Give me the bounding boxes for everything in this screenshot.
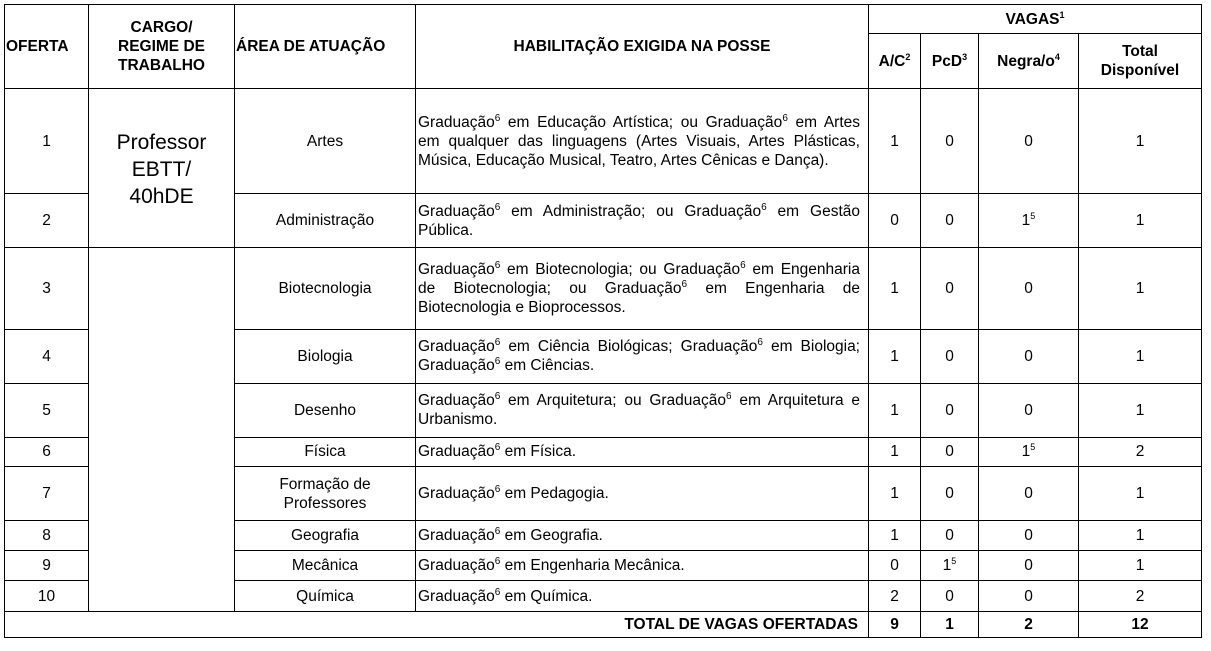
footnote-ref: 6 (494, 390, 501, 402)
cell-negra (979, 521, 1079, 551)
header-oferta: OFERTA (5, 5, 89, 89)
negra-value: 0 (1024, 587, 1033, 605)
cell-area: Biologia (235, 329, 416, 383)
footnote-ref: 5 (951, 555, 957, 566)
footnote-ref: 5 (1030, 442, 1036, 453)
habilitacao-text: Graduação (418, 485, 495, 503)
header-vagas (869, 5, 1202, 34)
pcd-value: 1 (942, 557, 952, 575)
cell-negra (979, 248, 1079, 330)
cell-pcd (921, 437, 979, 467)
cell-total: 1 (1079, 329, 1202, 383)
table-row (5, 89, 1202, 194)
header-cargo-line: REGIME DE (118, 38, 205, 55)
cargo-line: 40hDE (129, 185, 194, 208)
cell-ac: 2 (869, 581, 921, 612)
footnote-ref: 1 (1059, 9, 1065, 20)
cell-pcd (921, 89, 979, 194)
cell-oferta: 10 (5, 581, 89, 612)
cell-cargo (89, 89, 235, 248)
header-area: ÁREA DE ATUAÇÃO (235, 5, 416, 89)
cell-habilitacao (416, 467, 869, 521)
cell-negra (979, 383, 1079, 437)
habilitacao-text: em Administração; ou Graduação (500, 202, 762, 220)
cell-ac: 1 (869, 467, 921, 521)
habilitacao-text: em Biotecnologia; ou Graduação (500, 260, 741, 278)
negra-value: 1 (1021, 212, 1031, 230)
cell-pcd (921, 194, 979, 248)
header-pcd-label: PcD (931, 52, 963, 70)
cell-habilitacao (416, 581, 869, 612)
table-footer (5, 612, 1202, 638)
habilitacao-text: em Química. (500, 587, 593, 605)
cell-negra (979, 194, 1079, 248)
vagas-table (4, 4, 1202, 638)
cell-habilitacao (416, 437, 869, 467)
totals-row (5, 612, 1202, 638)
cell-habilitacao (416, 521, 869, 551)
cell-area: Formação de Professores (235, 467, 416, 521)
cell-negra (979, 550, 1079, 581)
pcd-value: 0 (945, 212, 954, 230)
pcd-value: 0 (945, 401, 954, 419)
cell-oferta: 1 (5, 89, 89, 194)
cell-pcd (921, 581, 979, 612)
habilitacao-text: em Biologia; Graduação (418, 338, 860, 375)
header-ac (869, 34, 921, 89)
habilitacao-text: Graduação (418, 260, 495, 278)
cell-habilitacao (416, 329, 869, 383)
footnote-ref: 6 (494, 336, 501, 348)
cell-oferta: 9 (5, 550, 89, 581)
cell-ac: 1 (869, 437, 921, 467)
negra-value: 0 (1024, 347, 1033, 365)
negra-value: 0 (1024, 485, 1033, 503)
habilitacao-text: em Engenharia de Biotecnologia; ou Graduação (418, 260, 860, 297)
pcd-value: 0 (945, 132, 954, 150)
footnote-ref: 6 (782, 112, 788, 124)
cell-ac: 1 (869, 383, 921, 437)
cell-area: Desenho (235, 383, 416, 437)
header-ac-label: A/C (878, 52, 906, 70)
cell-oferta: 2 (5, 194, 89, 248)
table-row (5, 248, 1202, 330)
habilitacao-text: em Ciência Biológicas; Graduação (500, 338, 758, 356)
cell-ac: 0 (869, 550, 921, 581)
habilitacao-text: em Geografia. (500, 527, 603, 545)
cell-pcd (921, 467, 979, 521)
footnote-ref: 3 (962, 51, 968, 62)
habilitacao-text: em Gestão Pública. (418, 202, 860, 239)
header-cargo-line: CARGO/ (130, 19, 193, 36)
totals-total: 12 (1079, 612, 1202, 638)
footnote-ref: 5 (1030, 210, 1036, 221)
habilitacao-text: em Arquitetura e Urbanismo. (418, 392, 860, 429)
habilitacao-text: em Engenharia Mecânica. (500, 557, 685, 575)
habilitacao-text: em Pedagogia. (500, 485, 609, 503)
cell-oferta: 7 (5, 467, 89, 521)
pcd-value: 0 (945, 279, 954, 297)
totals-label: TOTAL DE VAGAS OFERTADAS (5, 612, 869, 638)
footnote-ref: 6 (494, 442, 501, 454)
habilitacao-text: Graduação (418, 392, 495, 410)
cell-total: 1 (1079, 89, 1202, 194)
footnote-ref: 4 (1054, 51, 1060, 62)
habilitacao-text: em Educação Artística; ou Graduação (500, 113, 783, 131)
footnote-ref: 6 (494, 525, 501, 537)
pcd-value: 0 (945, 527, 954, 545)
habilitacao-text: Graduação (418, 202, 495, 220)
header-cargo-line: TRABALHO (118, 57, 205, 74)
cell-ac: 1 (869, 248, 921, 330)
habilitacao-text: Graduação (418, 527, 495, 545)
cell-oferta: 4 (5, 329, 89, 383)
cell-total: 1 (1079, 383, 1202, 437)
cell-total: 1 (1079, 467, 1202, 521)
cell-total: 2 (1079, 437, 1202, 467)
table-header (5, 5, 1202, 89)
footnote-ref: 6 (494, 555, 501, 567)
footnote-ref: 6 (740, 259, 746, 271)
cell-habilitacao (416, 248, 869, 330)
footnote-ref: 2 (905, 51, 911, 62)
footnote-ref: 6 (761, 201, 767, 213)
footnote-ref: 6 (494, 112, 501, 124)
cargo-line: Professor (116, 131, 207, 154)
cell-ac: 1 (869, 89, 921, 194)
header-vagas-label: VAGAS (1005, 10, 1060, 28)
cell-total: 1 (1079, 550, 1202, 581)
header-total-line: Total (1122, 43, 1158, 60)
cell-total: 1 (1079, 521, 1202, 551)
negra-value: 0 (1024, 132, 1033, 150)
cell-negra (979, 89, 1079, 194)
table-body (5, 89, 1202, 612)
header-negra-label: Negra/o (997, 52, 1055, 70)
cell-total: 1 (1079, 248, 1202, 330)
footnote-ref: 6 (757, 336, 763, 348)
cell-area: Administração (235, 194, 416, 248)
habilitacao-text: em Artes em qualquer das linguagens (Artes Visuais, Artes Plásticas, Música, Educação Musical, Teatro, Artes Cênicas e Dança). (418, 113, 861, 169)
footnote-ref: 6 (681, 278, 688, 290)
cell-area: Química (235, 581, 416, 612)
footnote-ref: 6 (494, 355, 501, 367)
cell-ac: 1 (869, 329, 921, 383)
cell-area: Física (235, 437, 416, 467)
habilitacao-text: em Física. (500, 443, 577, 461)
cell-pcd (921, 550, 979, 581)
cell-habilitacao (416, 550, 869, 581)
cell-oferta: 6 (5, 437, 89, 467)
cell-negra (979, 467, 1079, 521)
totals-ac: 9 (869, 612, 921, 638)
pcd-value: 0 (945, 587, 954, 605)
cell-negra (979, 581, 1079, 612)
cargo-line: EBTT/ (131, 158, 192, 181)
negra-value: 0 (1024, 527, 1033, 545)
cell-pcd (921, 521, 979, 551)
header-negra (979, 34, 1079, 89)
habilitacao-text: Graduação (418, 113, 495, 131)
habilitacao-text: Graduação (418, 443, 495, 461)
negra-value: 0 (1024, 279, 1033, 297)
totals-pcd: 1 (921, 612, 979, 638)
cell-ac: 0 (869, 194, 921, 248)
negra-value: 0 (1024, 557, 1033, 575)
cell-negra (979, 329, 1079, 383)
cell-area: Mecânica (235, 550, 416, 581)
cell-oferta: 8 (5, 521, 89, 551)
negra-value: 1 (1021, 443, 1031, 461)
cell-pcd (921, 329, 979, 383)
footnote-ref: 6 (494, 259, 501, 271)
cell-pcd (921, 383, 979, 437)
cell-area: Geografia (235, 521, 416, 551)
cell-oferta: 5 (5, 383, 89, 437)
habilitacao-text: Graduação (418, 587, 495, 605)
footnote-ref: 6 (494, 586, 501, 598)
cell-area: Artes (235, 89, 416, 194)
cell-oferta: 3 (5, 248, 89, 330)
cell-area: Biotecnologia (235, 248, 416, 330)
pcd-value: 0 (945, 347, 954, 365)
cell-ac: 1 (869, 521, 921, 551)
footnote-ref: 6 (726, 390, 732, 402)
cell-negra (979, 437, 1079, 467)
pcd-value: 0 (945, 485, 954, 503)
habilitacao-text: Graduação (418, 557, 495, 575)
negra-value: 0 (1024, 401, 1033, 419)
cell-total: 2 (1079, 581, 1202, 612)
cell-habilitacao (416, 383, 869, 437)
footnote-ref: 6 (494, 201, 501, 213)
totals-negra: 2 (979, 612, 1079, 638)
header-habilitacao: HABILITAÇÃO EXIGIDA NA POSSE (416, 5, 869, 89)
habilitacao-text: Graduação (418, 338, 495, 356)
header-cargo (89, 5, 235, 89)
cell-total: 1 (1079, 194, 1202, 248)
header-total (1079, 34, 1202, 89)
pcd-value: 0 (945, 443, 954, 461)
header-pcd (921, 34, 979, 89)
cell-pcd (921, 248, 979, 330)
cell-habilitacao (416, 89, 869, 194)
cell-cargo-blank (89, 248, 235, 612)
habilitacao-text: em Ciências. (500, 357, 595, 375)
footnote-ref: 6 (494, 484, 501, 496)
habilitacao-text: em Engenharia de Biotecnologia e Bioprocessos. (418, 279, 861, 316)
habilitacao-text: em Arquitetura; ou Graduação (500, 392, 727, 410)
header-total-line: Disponível (1100, 62, 1180, 79)
cell-habilitacao (416, 194, 869, 248)
